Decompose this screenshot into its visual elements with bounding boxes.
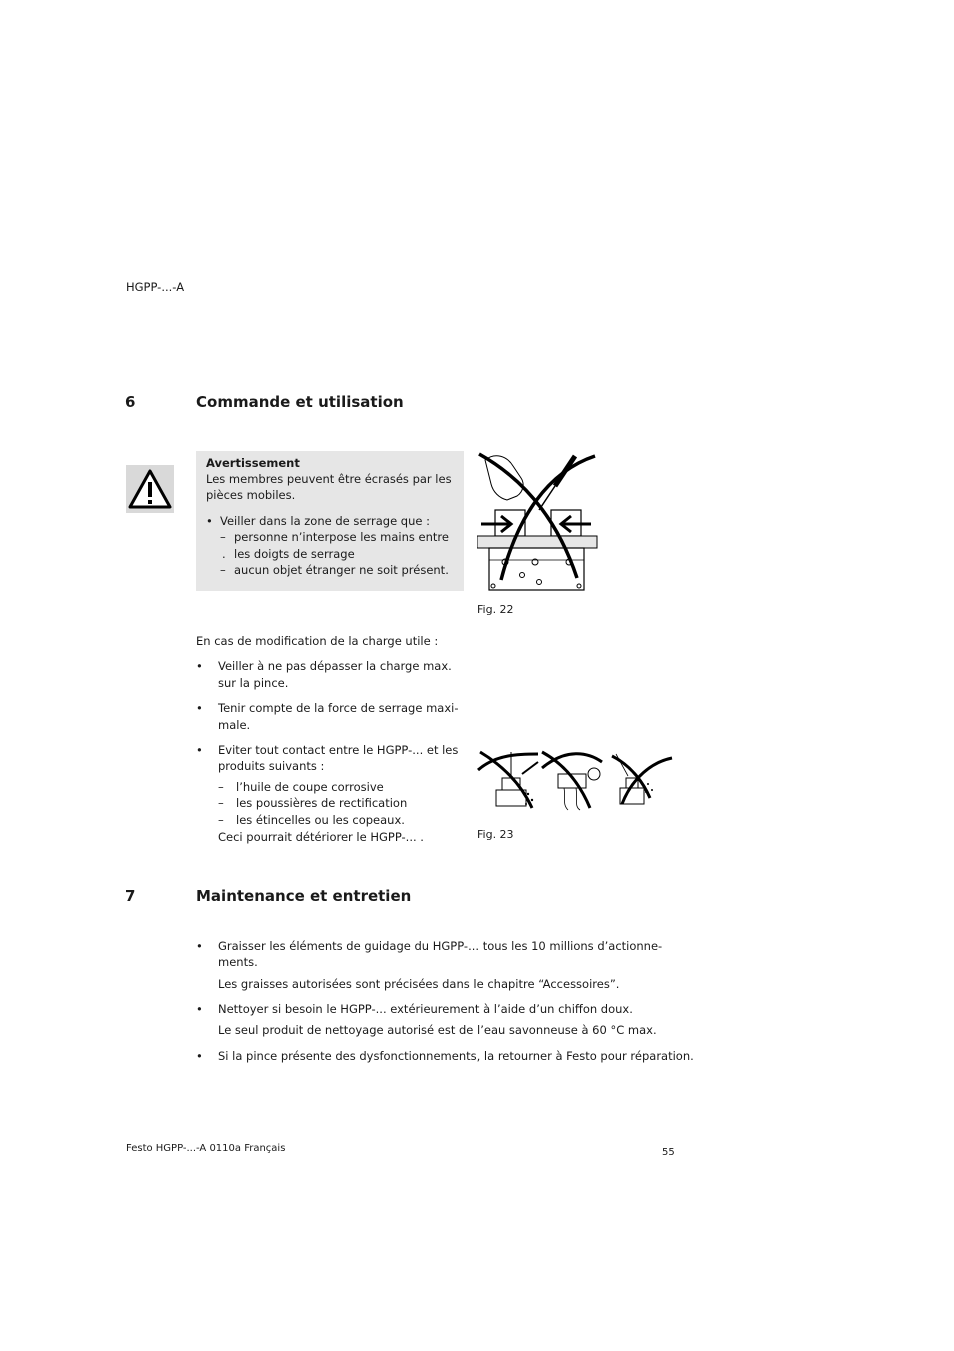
bullet-3-mark: • (196, 743, 203, 757)
dash-1-mark: – (218, 780, 224, 794)
s7-bullet-1-text-b: ments. (218, 955, 258, 969)
s7-bullet-3-mark: • (196, 1049, 203, 1063)
dash-3-text: les étincelles ou les copeaux. (236, 813, 405, 827)
bullet-3-text-a: Eviter tout contact entre le HGPP-... et les (218, 743, 459, 757)
bullet-1-mark: • (196, 659, 203, 673)
dash-1-text: l’huile de coupe corrosive (236, 780, 384, 794)
fig-22-illustration (477, 448, 607, 593)
warning-bullet-text: Veiller dans la zone de serrage que : (220, 514, 430, 528)
dash-tail-text: Ceci pourrait détériorer le HGPP-... . (218, 830, 424, 844)
warning-line-2: pièces mobiles. (206, 488, 296, 502)
section-6-title: Commande et utilisation (196, 393, 404, 411)
warning-dash-2-text: aucun objet étranger ne soit présent. (234, 563, 449, 577)
fig-23-caption: Fig. 23 (477, 828, 514, 841)
bullet-1-text-b: sur la pince. (218, 676, 289, 690)
warning-bullet-mark: • (206, 514, 213, 528)
bullet-2-mark: • (196, 701, 203, 715)
warning-dash-1-mark: – (220, 530, 226, 544)
section-7-number: 7 (125, 887, 136, 905)
s7-bullet-2-note: Le seul produit de nettoyage autorisé est de l’eau savonneuse à 60 °C max. (218, 1023, 657, 1037)
dash-2-mark: – (218, 796, 224, 810)
warning-dash-1-text-a: personne n’interpose les mains entre (234, 530, 449, 544)
warning-title: Avertissement (206, 456, 300, 470)
warning-dash-1-dot: . (222, 547, 226, 561)
s7-bullet-1-text-a: Graisser les éléments de guidage du HGPP-... tous les 10 millions d’actionne- (218, 939, 663, 953)
s7-bullet-2-mark: • (196, 1002, 203, 1016)
warning-dash-1-text-b: les doigts de serrage (234, 547, 355, 561)
bullet-2-text-a: Tenir compte de la force de serrage maxi- (218, 701, 459, 715)
warning-line-1: Les membres peuvent être écrasés par les (206, 472, 452, 486)
dash-3-mark: – (218, 813, 224, 827)
s7-bullet-1-note: Les graisses autorisées sont précisées dans le chapitre “Accessoires”. (218, 977, 620, 991)
s7-bullet-1-mark: • (196, 939, 203, 953)
section-7-title: Maintenance et entretien (196, 887, 412, 905)
footer-left: Festo HGPP-...-A 0110a Français (126, 1143, 286, 1154)
bullet-2-text-b: male. (218, 718, 251, 732)
s7-bullet-2-text: Nettoyer si besoin le HGPP-... extérieurement à l’aide d’un chiffon doux. (218, 1002, 633, 1016)
warning-triangle-icon (126, 465, 174, 513)
dash-2-text: les poussières de rectification (236, 796, 408, 810)
fig-22-caption: Fig. 22 (477, 603, 514, 616)
fig-23-illustration (476, 748, 674, 814)
warning-dash-2-mark: – (220, 563, 226, 577)
s7-bullet-3-text: Si la pince présente des dysfonctionnements, la retourner à Festo pour réparation. (218, 1049, 694, 1063)
section-6-number: 6 (125, 393, 136, 411)
warning-icon-panel (126, 465, 174, 513)
bullet-1-text-a: Veiller à ne pas dépasser la charge max. (218, 659, 452, 673)
bullet-3-text-b: produits suivants : (218, 759, 325, 773)
intro-text: En cas de modification de la charge utile : (196, 634, 439, 648)
running-header: HGPP-...-A (126, 280, 185, 294)
page-number: 55 (662, 1147, 675, 1158)
